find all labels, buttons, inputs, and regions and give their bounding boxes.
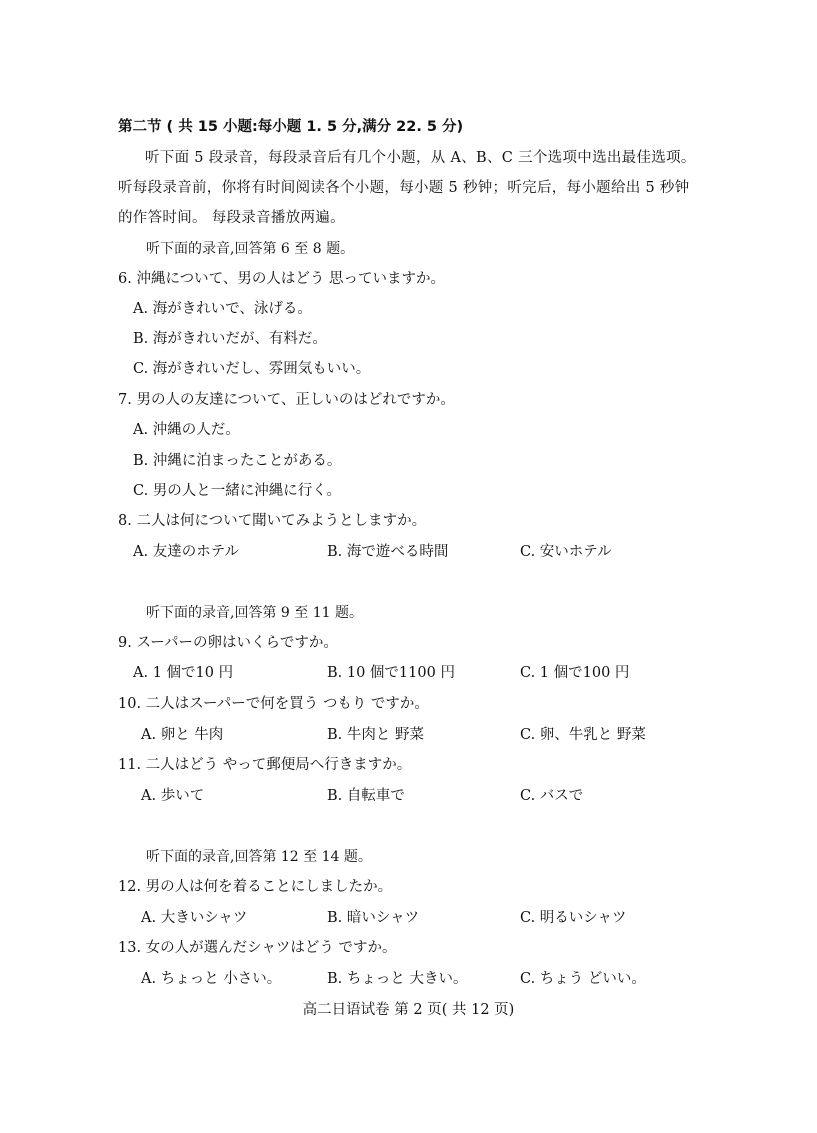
question-option: C. バスで (520, 788, 584, 804)
question-stem: 9. スーパーの卵はいくらですか。 (118, 635, 338, 651)
page-footer: 高二日语试卷 第 2 页( 共 12 页) (302, 1002, 515, 1018)
group-intro: 听下面的录音,回答第 12 至 14 题。 (146, 849, 372, 865)
group-intro: 听下面的录音,回答第 9 至 11 题。 (146, 605, 363, 621)
question-stem: 6. 沖縄について、男の人はどう 思っていますか。 (118, 271, 445, 287)
question-option: C. 1 個で100 円 (520, 665, 630, 681)
question-option: A. 海がきれいで、泳げる。 (133, 301, 312, 317)
question-option: B. 海で遊べる時間 (327, 544, 449, 560)
question-option: C. 明るいシャツ (520, 910, 627, 926)
question-option: B. 海がきれいだが、有料だ。 (133, 331, 327, 347)
question-stem: 11. 二人はどう やって郵便局へ行きますか。 (118, 757, 412, 773)
instruction-line: 的作答时间。 每段录音播放两遍。 (118, 210, 345, 226)
question-option: A. 大きいシャツ (141, 910, 248, 926)
question-option: C. 男の人と一緒に沖縄に行く。 (133, 483, 342, 499)
question-option: A. 友達のホテル (133, 544, 239, 560)
question-option: B. 沖縄に泊まったことがある。 (133, 453, 342, 469)
question-option: C. 海がきれいだし、雰囲気もいい。 (133, 361, 371, 377)
group-intro: 听下面的录音,回答第 6 至 8 题。 (146, 241, 355, 257)
question-option: B. 暗いシャツ (327, 910, 420, 926)
question-option: C. ちょう どいい。 (520, 971, 646, 987)
question-option: B. 牛肉と 野菜 (327, 727, 424, 743)
question-stem: 8. 二人は何について聞いてみようとしますか。 (118, 513, 427, 529)
question-option: B. ちょっと 大きい。 (327, 971, 468, 987)
instruction-line: 听下面 5 段录音，每段录音后有几个小题，从 A、B、C 三个选项中选出最佳选项。 (145, 150, 696, 166)
question-option: A. 卵と 牛肉 (141, 727, 224, 743)
question-option: A. 1 個で10 円 (133, 665, 234, 681)
question-option: C. 安いホテル (520, 544, 612, 560)
question-option: A. ちょっと 小さい。 (141, 971, 282, 987)
question-option: C. 卵、牛乳と 野菜 (520, 727, 646, 743)
question-stem: 7. 男の人の友達について、正しいのはどれですか。 (118, 392, 455, 408)
question-option: B. 10 個で1100 円 (327, 665, 455, 681)
question-stem: 12. 男の人は何を着ることにしましたか。 (118, 879, 393, 895)
section-heading: 第二节 ( 共 15 小题:每小题 1. 5 分,满分 22. 5 分) (118, 119, 464, 135)
question-stem: 13. 女の人が選んだシャツはどう ですか。 (118, 940, 397, 956)
question-option: A. 沖縄の人だ。 (133, 422, 240, 438)
question-option: B. 自転車で (327, 788, 405, 804)
question-stem: 10. 二人はスーパーで何を買う つもり ですか。 (118, 696, 429, 712)
instruction-line: 听每段录音前，你将有时间阅读各个小题，每小题 5 秒钟；听完后，每小题给出 5 秒钟 (118, 180, 690, 196)
question-option: A. 歩いて (141, 788, 205, 804)
